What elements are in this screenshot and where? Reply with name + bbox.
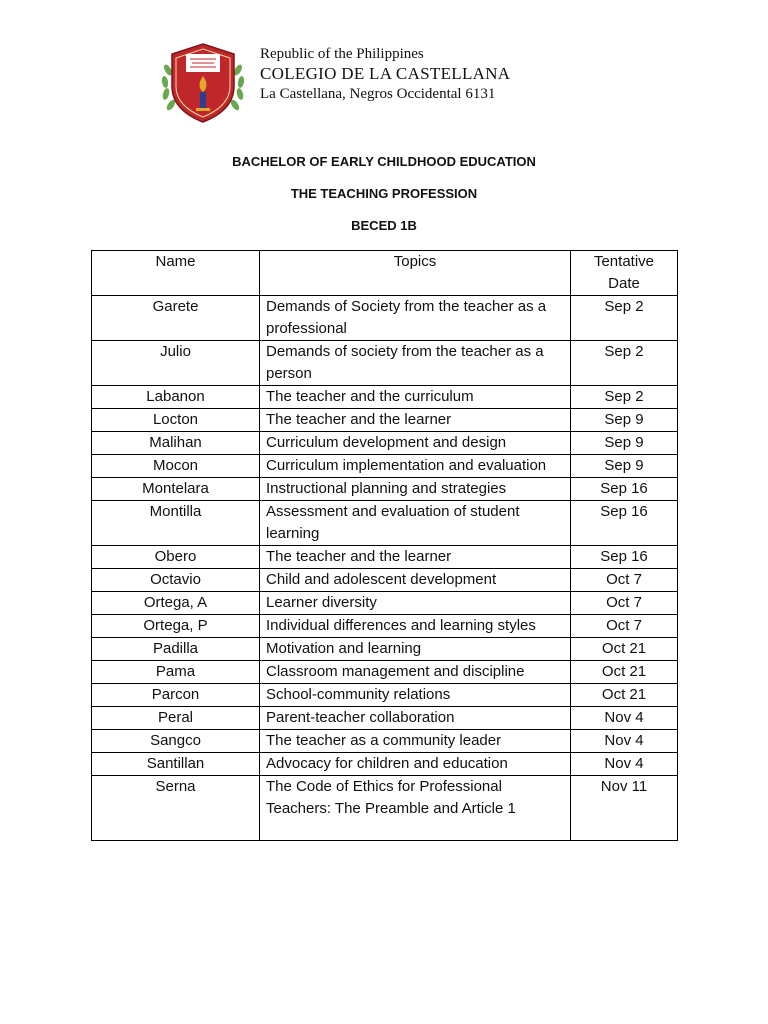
- date-cell: Sep 2: [571, 386, 678, 409]
- name-cell: Obero: [92, 546, 260, 569]
- date-cell: Nov 4: [571, 753, 678, 776]
- table-row: [92, 455, 678, 478]
- section-title: BECED 1B: [351, 218, 417, 233]
- name-cell: Padilla: [92, 638, 260, 661]
- name-cell: Peral: [92, 707, 260, 730]
- table-row: [92, 661, 678, 684]
- name-cell: Octavio: [92, 569, 260, 592]
- topic-cell: Motivation and learning: [260, 638, 571, 661]
- table-row: [92, 478, 678, 501]
- date-cell: Nov 4: [571, 707, 678, 730]
- name-cell: Serna: [92, 776, 260, 841]
- topic-cell: Child and adolescent development: [260, 569, 571, 592]
- topic-cell: The Code of Ethics for Professional Teachers: The Preamble and Article 1: [260, 776, 571, 841]
- date-cell: Nov 4: [571, 730, 678, 753]
- header-name: Name: [92, 251, 260, 296]
- name-cell: Santillan: [92, 753, 260, 776]
- table-row: [92, 386, 678, 409]
- letterhead: [160, 40, 620, 130]
- college-address: La Castellana, Negros Occidental 6131: [260, 86, 496, 102]
- topic-cell: Assessment and evaluation of student learning: [260, 501, 571, 546]
- name-cell: Pama: [92, 661, 260, 684]
- topic-cell: Demands of Society from the teacher as a professional: [260, 296, 571, 341]
- topic-cell: The teacher and the curriculum: [260, 386, 571, 409]
- letterhead-text: [260, 44, 510, 104]
- table-row: [92, 730, 678, 753]
- date-cell: Oct 7: [571, 569, 678, 592]
- header-date: Tentative Date: [571, 251, 678, 296]
- schedule-table: [91, 250, 678, 841]
- date-cell: Sep 16: [571, 501, 678, 546]
- document-titles: [0, 153, 768, 249]
- name-cell: Malihan: [92, 432, 260, 455]
- name-cell: Locton: [92, 409, 260, 432]
- topic-cell: School-community relations: [260, 684, 571, 707]
- date-cell: Sep 9: [571, 409, 678, 432]
- name-cell: Sangco: [92, 730, 260, 753]
- date-cell: Oct 21: [571, 684, 678, 707]
- table-row: [92, 569, 678, 592]
- topic-cell: The teacher and the learner: [260, 409, 571, 432]
- course-title: THE TEACHING PROFESSION: [290, 186, 478, 201]
- table-header-row: [92, 251, 678, 296]
- college-name: COLEGIO DE LA CASTELLANA: [260, 64, 511, 83]
- date-cell: Sep 9: [571, 455, 678, 478]
- topic-cell: Learner diversity: [260, 592, 571, 615]
- table-row: [92, 501, 678, 546]
- date-cell: Oct 7: [571, 615, 678, 638]
- table-row: [92, 684, 678, 707]
- table-row: [92, 296, 678, 341]
- topic-cell: Individual differences and learning styles: [260, 615, 571, 638]
- date-cell: Sep 2: [571, 341, 678, 386]
- college-seal-icon: [160, 40, 246, 126]
- date-cell: Oct 21: [571, 638, 678, 661]
- topic-cell: Advocacy for children and education: [260, 753, 571, 776]
- topic-cell: Demands of society from the teacher as a person: [260, 341, 571, 386]
- table-row: [92, 409, 678, 432]
- date-cell: Sep 2: [571, 296, 678, 341]
- table-row: [92, 615, 678, 638]
- table-row: [92, 592, 678, 615]
- name-cell: Ortega, P: [92, 615, 260, 638]
- topic-cell: Instructional planning and strategies: [260, 478, 571, 501]
- date-cell: Oct 21: [571, 661, 678, 684]
- date-cell: Oct 7: [571, 592, 678, 615]
- topic-cell: Classroom management and discipline: [260, 661, 571, 684]
- table-row: [92, 432, 678, 455]
- name-cell: Labanon: [92, 386, 260, 409]
- topic-cell: Curriculum implementation and evaluation: [260, 455, 571, 478]
- table-row: [92, 753, 678, 776]
- name-cell: Ortega, A: [92, 592, 260, 615]
- table-row: [92, 707, 678, 730]
- name-cell: Mocon: [92, 455, 260, 478]
- table-row: [92, 638, 678, 661]
- header-topics: Topics: [260, 251, 571, 296]
- date-cell: Sep 9: [571, 432, 678, 455]
- table-row: [92, 341, 678, 386]
- name-cell: Parcon: [92, 684, 260, 707]
- date-cell: Sep 16: [571, 546, 678, 569]
- topic-cell: Curriculum development and design: [260, 432, 571, 455]
- republic-line: Republic of the Philippines: [260, 46, 424, 62]
- table-row: [92, 546, 678, 569]
- topic-cell: The teacher and the learner: [260, 546, 571, 569]
- program-title: BACHELOR OF EARLY CHILDHOOD EDUCATION: [232, 154, 536, 169]
- name-cell: Montilla: [92, 501, 260, 546]
- topic-cell: Parent-teacher collaboration: [260, 707, 571, 730]
- date-cell: Sep 16: [571, 478, 678, 501]
- name-cell: Garete: [92, 296, 260, 341]
- table-row: [92, 776, 678, 841]
- name-cell: Montelara: [92, 478, 260, 501]
- topic-cell: The teacher as a community leader: [260, 730, 571, 753]
- name-cell: Julio: [92, 341, 260, 386]
- date-cell: Nov 11: [571, 776, 678, 841]
